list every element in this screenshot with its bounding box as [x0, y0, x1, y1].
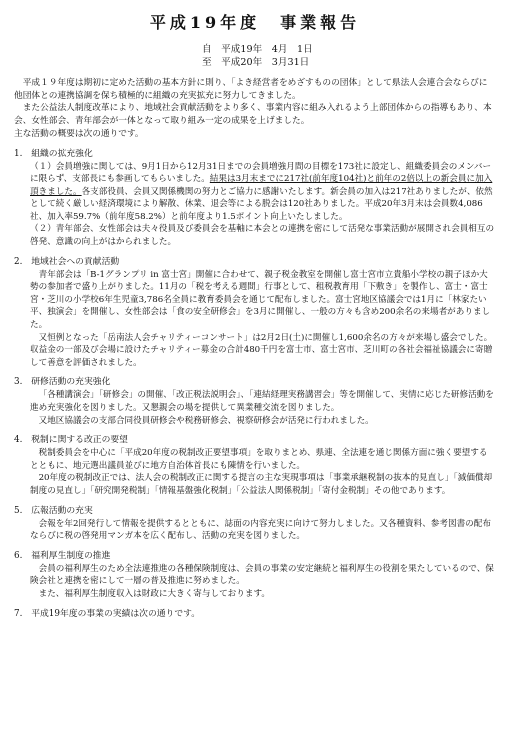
report-period [202, 43, 496, 69]
report-section [14, 608, 496, 621]
paragraph-text: 「各種講演会」「研修会」の開催、「改正税法説明会」、「連結経理実務講習会」等を開催して、実情に応じた研修活動を進め充実強化を図りました。又懇親会の場を提供して異業種交流を図りました。 [30, 390, 494, 414]
underlined-text: 結果は3月末までに217社(前年度104社)と前年の2倍以上の新会員に加入頂きました。 [30, 174, 493, 197]
section-paragraph [30, 161, 496, 224]
paragraph-text: 又恒例となった「岳南法人会チャリティーコンサート」は2月2日(土)に開催し1,600余名の方々が来場し盛会でした。収益金の一部及び会場に設けたチャリティー募金の合計480千円を富士市、富士宮市、芝川町の各社会福祉協議会に寄贈して善意を評価されました。 [30, 332, 493, 368]
section-heading: 1. 組織の拡充強化 [14, 148, 93, 159]
section-body [14, 389, 496, 427]
paragraph-text: 各支部役員、会員又関係機関の努力とご協力に感謝いたします。新会員の加入は217社ありましたが、依然として続く厳しい経済環境により解散、休業、退会等による脱会は120社ありました。平成20年3月末は会員数4,086社、加入率59.7%（前年度58.2%）と前年度より1.5ポイント向上いたしました。 [30, 186, 493, 222]
report-section [14, 376, 496, 427]
intro-paragraph: 平成１９年度は期初に定めた活動の基本方針に則り、「よき経営者をめざすものの団体」として県法人会連合会ならびに他団体との連携協調を保ち積極的に組織の充実拡充に努力してきました。 [14, 78, 488, 101]
intro-block [14, 77, 496, 141]
paragraph-text: 青年部会は「B-1グランプリ in 富士宮」開催に合わせて、親子税金教室を開催し富士宮市立貴船小学校の親子ほか大勢の参加者で盛り上がりました。11月の「税を考える週間」行事として、租税教育用「下敷き」を製作し、富士・富士宮・芝川の小学校6年生児童3,786名全員に教育委員会を通じて配布しました。富士宮地区協議会では1月に「林家たい平、独演会」を開催し、女性部会は「食の安全研修会」を3月に開催し、一般の方々も含め200余名の来場者がありました。 [30, 269, 491, 331]
section-paragraph [30, 447, 496, 472]
intro-tail: 主な活動の概要は次の通りです。 [14, 128, 144, 139]
report-section [14, 148, 496, 249]
paragraph-text: また、福利厚生制度収入は財政に大きく寄与しております。 [38, 588, 270, 599]
section-paragraph [30, 472, 496, 497]
section-heading: 3. 研修活動の充実強化 [14, 377, 111, 388]
section-body [14, 518, 496, 543]
paragraph-text: 税制委員会を中心に「平成20年度の税制改正要望事項」を取りまとめ、県連、全法連を通じ関係方面に強く要望するとともに、地元選出議員並びに地方自治体首長にも陳情を行いました。 [30, 448, 488, 471]
report-section [14, 550, 496, 601]
section-body [14, 447, 496, 497]
paragraph-text: 会報を年2回発行して情報を提供するとともに、誌面の内容充実に向けて努力しました。又各種資料、参考図書の配布ならびに税の啓発用マンガ本を広く配布し、活動の充実を図りました。 [30, 518, 491, 542]
section-heading: 7. 平成19年度の事業の実績は次の通りです。 [14, 608, 201, 619]
section-paragraph [30, 518, 496, 543]
section-paragraph [30, 588, 496, 601]
report-section [14, 434, 496, 497]
section-paragraph [30, 415, 496, 428]
report-section [14, 505, 496, 543]
paragraph-text: 又地区協議会の支部合同役員研修会や税務研修会、視察研修会が活発に行われました。 [38, 415, 374, 426]
section-body [14, 269, 496, 370]
section-paragraph [30, 389, 496, 414]
period-from: 自 平成19年 4月 1日 [202, 44, 313, 55]
paragraph-text: （１）会員増強に関しては、9月1日から12月31日までの会員増強月間の目標を173社に設定し、組織委員会のメンバーに限らず、支部長にも参画してもらいました。 [30, 161, 492, 185]
paragraph-text: 20年度の税制改正では、法人会の税制改正に関する提言の主な実現事項は「事業承継税制の抜本的見直し」「減価償却制度の見直し」「研究開発税制」「情報基盤強化税制」「公益法人関係税制」「寄付金税制」その他であります。 [30, 473, 493, 496]
section-paragraph [30, 223, 496, 248]
section-heading: 2. 地域社会への貢献活動 [14, 256, 120, 267]
section-body [14, 161, 496, 249]
section-heading: 5. 広報活動の充実 [14, 505, 93, 516]
page-title: 平成19年度 事業報告 [149, 13, 361, 32]
section-paragraph [30, 269, 496, 332]
section-paragraph [30, 332, 496, 370]
paragraph-text: （２）青年部会、女性部会は夫々役員及び委員会を基軸に本会との連携を密にして活発な事業活動が展開され会員相互の啓発、意識の向上がはかられました。 [30, 224, 495, 248]
section-heading: 6. 福利厚生制度の推進 [14, 550, 111, 561]
section-paragraph [30, 563, 496, 588]
report-section [14, 256, 496, 370]
intro-paragraph: また公益法人制度改革により、地域社会貢献活動をより多く、事業内容に組み入れるよう上部団体からの指導もあり、本会、女性部会、青年部会が一体となって取り組み一定の成果を上げました。 [14, 103, 492, 127]
section-body [14, 563, 496, 601]
period-to: 至 平成20年 3月31日 [202, 57, 310, 68]
sections-container [14, 148, 496, 621]
paragraph-text: 会員の福利厚生のため全法連推進の各種保険制度は、会員の事業の安定継続と福利厚生の役割を果たしているので、保険会社と連携を密にして一層の普及推進に努めました。 [30, 563, 494, 587]
section-heading: 4. 税制に関する改正の要望 [14, 435, 128, 446]
